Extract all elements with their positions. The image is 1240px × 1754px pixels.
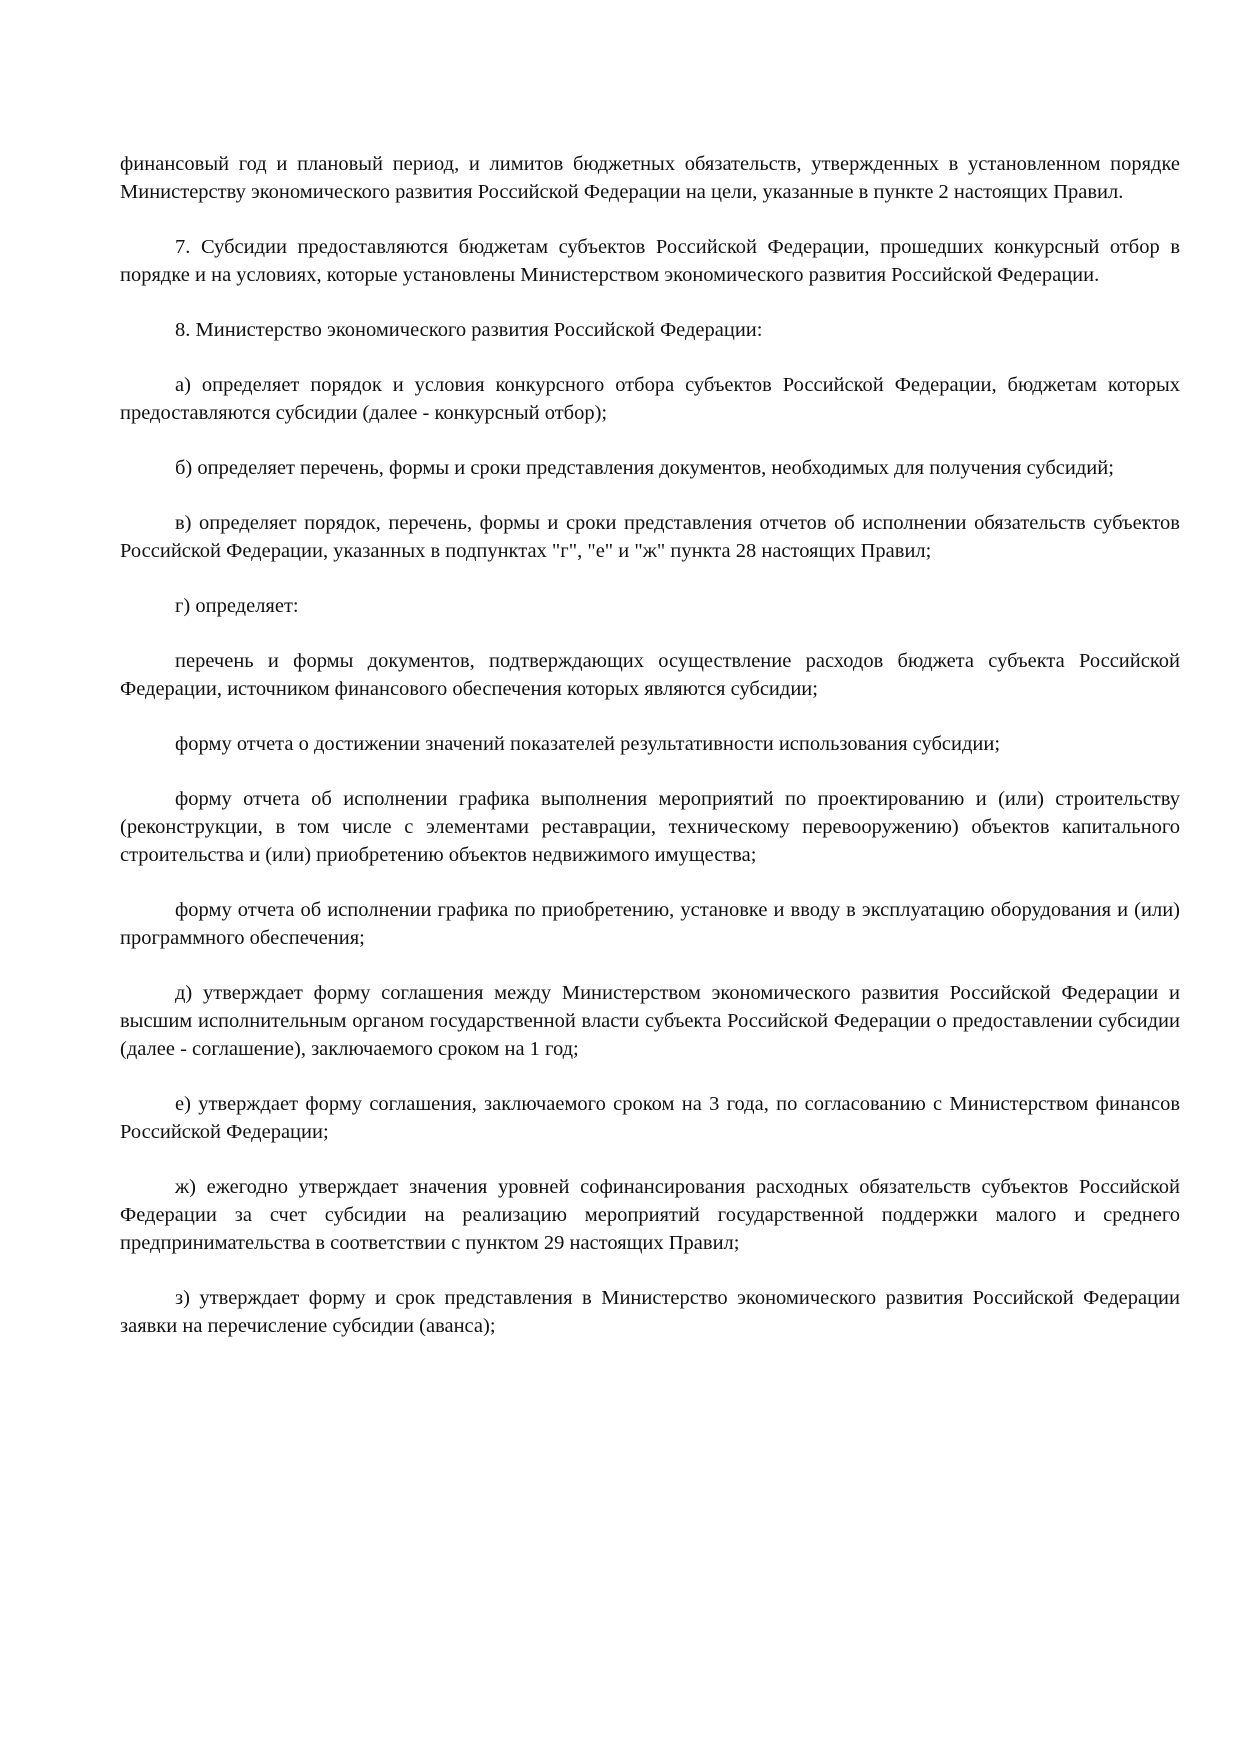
paragraph-7: 7. Субсидии предоставляются бюджетам субъектов Российской Федерации, прошедших конкурсный отбор в порядке и на условиях, которые установлены Министерством экономического развития Российской Федерации.	[120, 236, 1180, 286]
subparagraph-d: д) утверждает форму соглашения между Министерством экономического развития Российской Федерации и высшим исполнительным органом государственной власти субъекта Российской Федерации о предоставлении субсидии (далее - соглашение), заключаемого сроком на 1 год;	[120, 982, 1180, 1060]
paragraph-continuation: финансовый год и плановый период, и лимитов бюджетных обязательств, утвержденных в установленном порядке Министерству экономического развития Российской Федерации на цели, указанные в пункте 2 настоящих Правил.	[120, 153, 1180, 203]
subparagraph-zh: ж) ежегодно утверждает значения уровней софинансирования расходных обязательств субъектов Российской Федерации за счет субсидии на реализацию мероприятий государственной поддержки малого и среднего предпринимательства в соответствии с пунктом 29 настоящих Правил;	[120, 1176, 1180, 1254]
subparagraph-g: г) определяет:	[175, 595, 299, 617]
subparagraph-g-item-2: форму отчета о достижении значений показателей результативности использования субсидии;	[175, 733, 1001, 755]
paragraph-8: 8. Министерство экономического развития Российской Федерации:	[175, 319, 763, 341]
subparagraph-g-item-1: перечень и формы документов, подтверждающих осуществление расходов бюджета субъекта Российской Федерации, источником финансового обеспечения которых являются субсидии;	[120, 650, 1180, 700]
subparagraph-z: з) утверждает форму и срок представления в Министерство экономического развития Российской Федерации заявки на перечисление субсидии (аванса);	[120, 1287, 1180, 1337]
subparagraph-b: б) определяет перечень, формы и сроки представления документов, необходимых для получения субсидий;	[175, 457, 1114, 479]
subparagraph-g-item-4: форму отчета об исполнении графика по приобретению, установке и вводу в эксплуатацию оборудования и (или) программного обеспечения;	[120, 899, 1180, 949]
subparagraph-e: е) утверждает форму соглашения, заключаемого сроком на 3 года, по согласованию с Министерством финансов Российской Федерации;	[120, 1093, 1180, 1143]
subparagraph-a: а) определяет порядок и условия конкурсного отбора субъектов Российской Федерации, бюджетам которых предоставляются субсидии (далее - конкурсный отбор);	[120, 374, 1180, 424]
subparagraph-v: в) определяет порядок, перечень, формы и сроки представления отчетов об исполнении обязательств субъектов Российской Федерации, указанных в подпунктах "г", "е" и "ж" пункта 28 настоящих Правил;	[120, 512, 1180, 562]
document-page	[120, 150, 1180, 1367]
subparagraph-g-item-3: форму отчета об исполнении графика выполнения мероприятий по проектированию и (или) строительству (реконструкции, в том числе с элементами реставрации, техническому перевооружению) объектов капитального строительства и (или) приобретению объектов недвижимого имущества;	[120, 788, 1180, 866]
